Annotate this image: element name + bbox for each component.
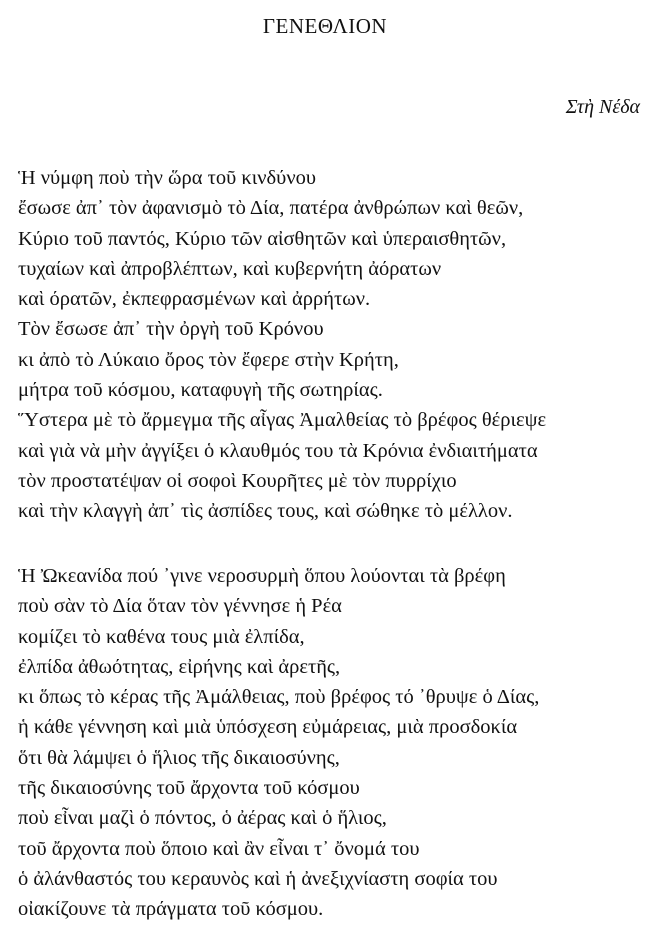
- verse-line: μήτρα τοῦ κόσμου, καταφυγὴ τῆς σωτηρίας.: [18, 379, 383, 402]
- verse-line: Τὸν ἔσωσε ἀπ᾽ τὴν ὀργὴ τοῦ Κρόνου: [18, 318, 324, 341]
- verse-line: ὁ ἀλάνθαστός του κεραυνὸς καὶ ἡ ἀνεξιχνίαστη σοφία του: [18, 867, 498, 890]
- verse-line: ποὺ εἶναι μαζὶ ὁ πόντος, ὁ ἀέρας καὶ ὁ ἥλιος,: [18, 807, 387, 830]
- poem-dedication: Στὴ Νέδα: [565, 96, 640, 118]
- verse-line: καὶ γιὰ νὰ μὴν ἀγγίξει ὁ κλαυθμός του τὰ Κρόνια ἐνδιαιτήματα: [18, 439, 538, 462]
- verse-line: ἡ κάθε γέννηση καὶ μιὰ ὑπόσχεση εὐμάρειας, μιὰ προσδοκία: [18, 716, 518, 739]
- verse-line: τοῦ ἄρχοντα ποὺ ὅποιο καὶ ἂν εἶναι τ᾽ ὄνομά του: [18, 837, 420, 860]
- verse-line: ὅτι θὰ λάμψει ὁ ἥλιος τῆς δικαιοσύνης,: [18, 746, 340, 769]
- verse-line: Ἡ Ὠκεανίδα πού ᾽γινε νεροσυρμὴ ὅπου λούονται τὰ βρέφη: [18, 565, 506, 587]
- poem-title: ΓΕΝΕΘΛΙΟΝ: [262, 14, 388, 38]
- verse-line: ἔσωσε ἀπ᾽ τὸν ἀφανισμὸ τὸ Δία, πατέρα ἀνθρώπων καὶ θεῶν,: [18, 197, 524, 220]
- verse-line: καὶ όρατῶν, ἐκπεφρασμένων καὶ ἀρρήτων.: [18, 288, 371, 311]
- verse-line: ποὺ σὰν τὸ Δία ὅταν τὸν γέννησε ἡ Ρέα: [18, 595, 342, 618]
- stanza-2: [18, 561, 650, 925]
- verse-line: ἐλπίδα ἀθωότητας, εἰρήνης καὶ ἀρετῆς,: [18, 655, 341, 678]
- verse-line: κι ὅπως τὸ κέρας τῆς Ἀμάλθειας, ποὺ βρέφος τό ᾽θρυψε ὁ Δίας,: [18, 686, 540, 709]
- verse-line: τυχαίων καὶ ἀπροβλέπτων, καὶ κυβερνήτη ἀόρατων: [18, 257, 442, 280]
- verse-line: καὶ τὴν κλαγγὴ ἀπ᾽ τὶς ἀσπίδες τους, καὶ σώθηκε τὸ μέλλον.: [18, 500, 513, 523]
- verse-line: Κύριο τοῦ παντός, Κύριο τῶν αἰσθητῶν καὶ ὑπεραισθητῶν,: [18, 227, 507, 250]
- verse-line: κι ἀπὸ τὸ Λύκαιο ὄρος τὸν ἔφερε στὴν Κρήτη,: [18, 348, 399, 371]
- verse-line: Ὕστερα μὲ τὸ ἄρμεγμα τῆς αἶγας Ἀμαλθείας τὸ βρέφος θέριεψε: [18, 409, 547, 432]
- verse-line: Ἡ νύμφη ποὺ τὴν ὥρα τοῦ κινδύνου: [18, 167, 317, 189]
- verse-line: κομίζει τὸ καθένα τους μιὰ ἐλπίδα,: [18, 625, 305, 648]
- verse-line: τὸν προστατέψαν οἱ σοφοὶ Κουρῆτες μὲ τὸν πυρρίχιο: [18, 469, 457, 492]
- stanza-1: [18, 163, 650, 527]
- verse-line: οἰακίζουνε τὰ πράγματα τοῦ κόσμου.: [18, 898, 324, 921]
- verse-line: τῆς δικαιοσύνης τοῦ ἄρχοντα τοῦ κόσμου: [18, 777, 360, 800]
